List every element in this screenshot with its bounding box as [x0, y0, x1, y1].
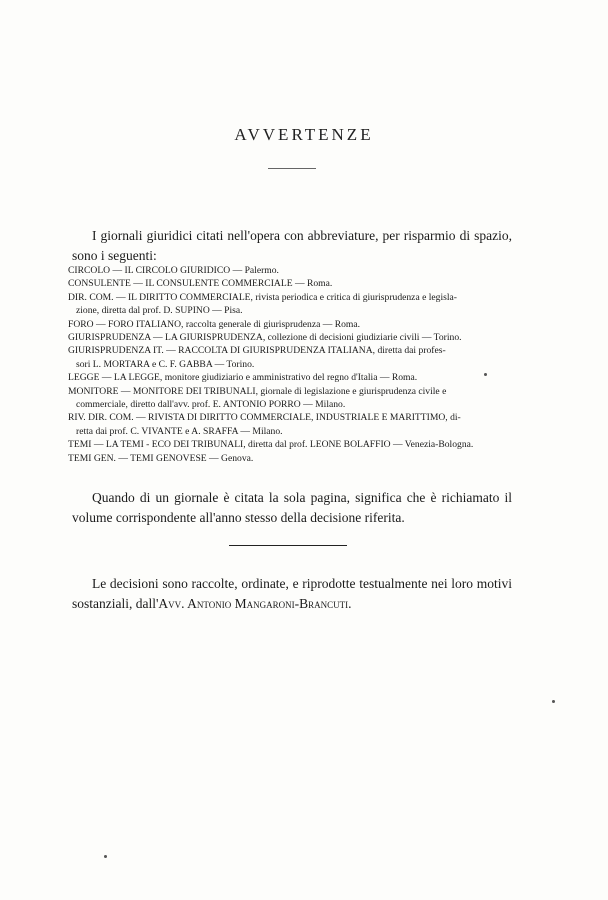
title-divider: [268, 168, 316, 169]
list-item-text: CONSULENTE — IL CONSULENTE COMMERCIALE — Roma.: [68, 278, 333, 290]
list-item-continuation: commerciale, diretto dall'avv. prof. E. ANTONIO PORRO — Milano.: [76, 399, 346, 411]
list-item: [68, 411, 514, 438]
list-item: [68, 291, 514, 318]
list-item: [68, 344, 514, 371]
list-item-text: MONITORE — MONITORE DEI TRIBUNALI, giornale di legislazione e giurisprudenza civile e: [68, 385, 447, 397]
section-divider: [229, 545, 347, 546]
list-item-text: TEMI GEN. — TEMI GENOVESE — Genova.: [68, 452, 254, 464]
note-paragraph: [72, 488, 512, 528]
list-item-continuation: retta dai prof. C. VIVANTE e A. SRAFFA — Milano.: [76, 425, 283, 437]
list-item-text: RIV. DIR. COM. — RIVISTA DI DIRITTO COMMERCIALE, INDUSTRIALE E MARITTIMO, di-: [68, 412, 461, 424]
list-item: [68, 331, 514, 344]
author-name: Avv. Antonio Mangaroni-Brancuti.: [158, 596, 352, 611]
list-item: [68, 452, 514, 465]
list-item: [68, 277, 514, 290]
list-item: [68, 318, 514, 331]
page-title: AVVERTENZE: [234, 125, 374, 144]
print-speck: [484, 373, 487, 376]
list-item-continuation: sori L. MORTARA e C. F. GABBA — Torino.: [76, 358, 255, 370]
intro-text: I giornali giuridici citati nell'opera con abbreviature, per risparmio di spazio, sono i seguenti:: [72, 228, 512, 263]
print-speck: [104, 855, 107, 858]
list-item-text: LEGGE — LA LEGGE, monitore giudiziario e amministrativo del regno d'Italia — Roma.: [68, 372, 418, 384]
list-item-continuation: zione, diretta dal prof. D. SUPINO — Pisa.: [76, 305, 243, 317]
print-speck: [552, 700, 555, 703]
list-item-text: GIURISPRUDENZA IT. — RACCOLTA DI GIURISPRUDENZA ITALIANA, diretta dai profes-: [68, 345, 446, 357]
list-item-text: FORO — FORO ITALIANO, raccolta generale di giurisprudenza — Roma.: [68, 318, 361, 330]
list-item-text: CIRCOLO — IL CIRCOLO GIURIDICO — Palermo.: [68, 265, 279, 276]
closing-paragraph: [72, 574, 512, 614]
list-item-text: DIR. COM. — IL DIRITTO COMMERCIALE, rivista periodica e critica di giurisprudenza e legisla-: [68, 291, 457, 303]
list-item-text: TEMI — LA TEMI - ECO DEI TRIBUNALI, diretta dal prof. LEONE BOLAFFIO — Venezia-Bologna.: [68, 439, 474, 451]
list-item: [68, 385, 514, 412]
abbreviation-list: [68, 264, 514, 465]
list-item-text: GIURISPRUDENZA — LA GIURISPRUDENZA, collezione di decisioni giudiziarie civili — Torino.: [68, 332, 462, 344]
list-item: [68, 371, 514, 384]
list-item: [68, 438, 514, 451]
list-item: [68, 264, 514, 277]
closing-text: Le decisioni sono raccolte, ordinate, e riprodotte testualmente nei loro motivi sostanziali, dall': [72, 576, 512, 611]
intro-paragraph: [72, 226, 512, 266]
note-text: Quando di un giornale è citata la sola pagina, significa che è richiamato il volume corrispondente all'anno stesso della decisione riferita.: [72, 490, 512, 525]
